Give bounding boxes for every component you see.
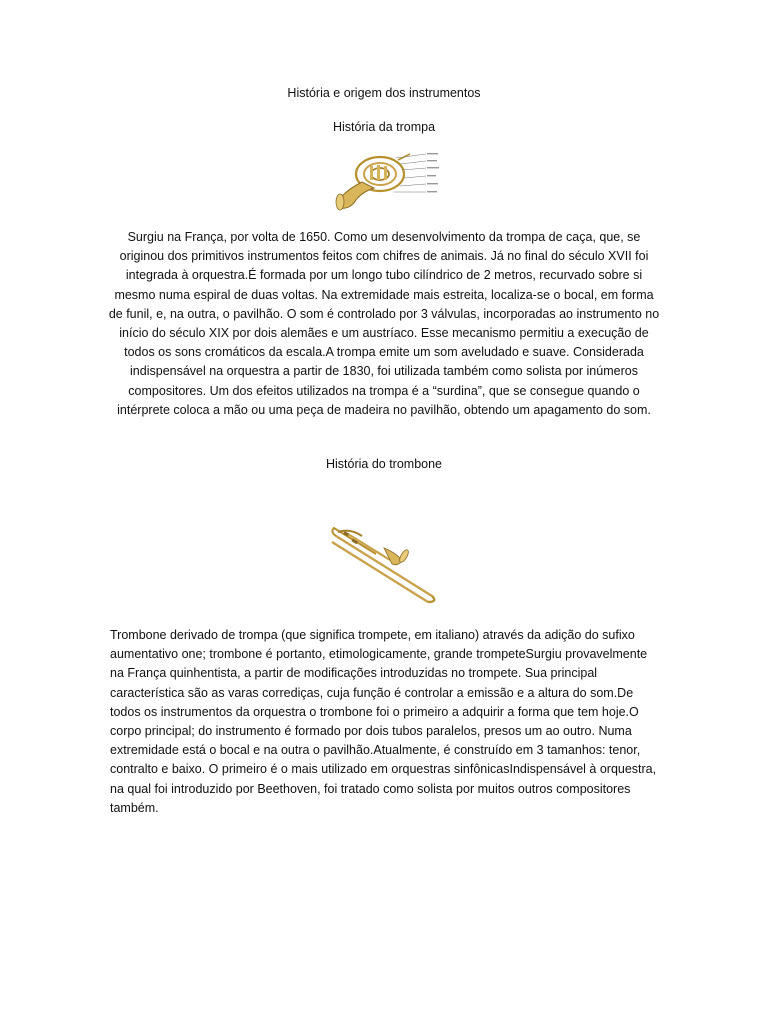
section-heading-trompa: História da trompa <box>332 120 436 134</box>
section-heading-trombone: História do trombone <box>325 457 443 471</box>
trombone-image <box>328 522 440 610</box>
document-title: História e origem dos instrumentos <box>287 86 481 100</box>
french-horn-image <box>334 148 440 214</box>
paragraph-trompa: Surgiu na França, por volta de 1650. Como um desenvolvimento da trompa de caça, que, se originou dos primitivos instrumentos feitos com chifres de animais. Já no final do século XVII foi integrada à orquestra.É formada por um longo tubo cilíndrico de 2 metros, recurvado sobre si mesmo numa espiral de duas voltas. Na extremidade mais estreita, localiza-se o bocal, em forma de funil, e, na outra, o pavilhão. O som é controlado por 3 válvulas, incorporadas ao instrumento no início do século XIX por dois alemães e um austríaco. Esse mecanismo permitiu a execução de todos os sons cromáticos da escala.A trompa emite um som aveludado e suave. Considerada indispensável na orquestra a partir de 1830, foi utilizada também como solista por inúmeros compositores. Um dos efeitos utilizados na trompa é a “surdina”, que se consegue quando o intérprete coloca a mão ou uma peça de madeira no pavilhão, obtendo um apagamento do som. <box>108 230 660 417</box>
paragraph-trombone: Trombone derivado de trompa (que significa trompete, em italiano) através da adição do sufixo aumentativo one; trombone é portanto, etimologicamente, grande trompeteSurgiu provavelmente na França quinhentista, a partir de modificações introduzidas no trompete. Sua principal característica são as varas corrediças, cuja função é controlar a emissão e a altura do som.De todos os instrumentos da orquestra o trombone foi o primeiro a adquirir a forma que tem hoje.O corpo principal; do instrumento é formado por dois tubos paralelos, presos um ao outro. Numa extremidade está o bocal e na outra o pavilhão.Atualmente, é construído em 3 tamanhos: tenor, contralto e baixo. O primeiro é o mais utilizado em orquestras sinfônicasIndispensável à orquestra, na qual foi introduzido por Beethoven, foi tratado como solista por muitos outros compositores também. <box>110 628 657 815</box>
